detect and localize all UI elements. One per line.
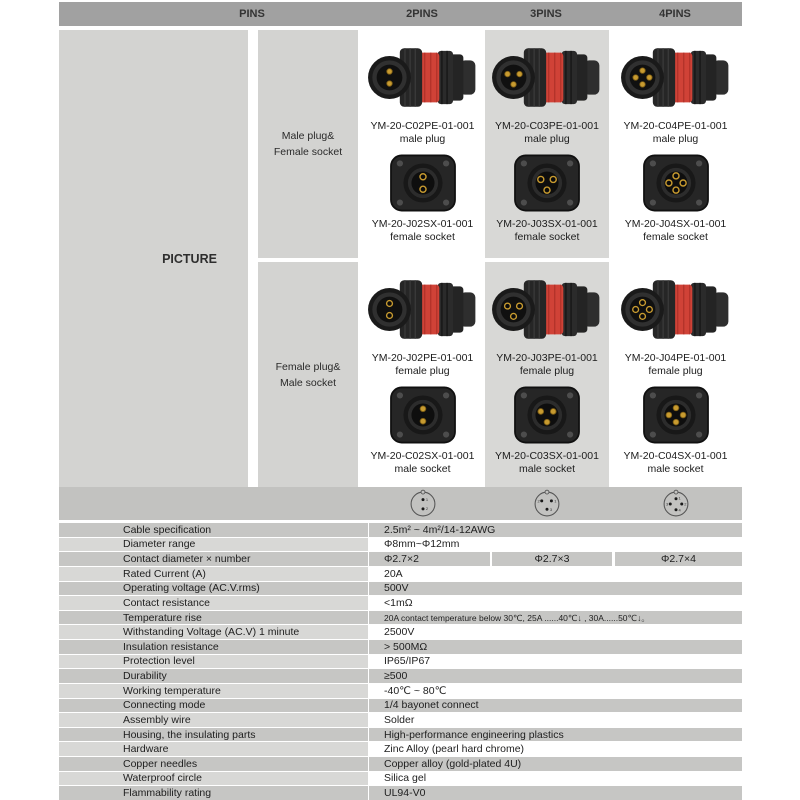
spec-label: Operating voltage (AC.V.rms) — [59, 582, 368, 596]
male-socket-2pin-photo — [380, 383, 466, 447]
spec-row — [59, 611, 742, 625]
part-type: male socket — [647, 463, 704, 475]
part-number: YM-20-C03SX-01-001 — [495, 450, 599, 462]
spec-value: 1/4 bayonet connect — [369, 699, 742, 713]
spec-row — [59, 699, 742, 713]
row-label-line: Female plug& — [275, 360, 341, 373]
spec-label: Hardware — [59, 742, 368, 756]
spec-value: <1mΩ — [369, 596, 742, 610]
part-number: YM-20-J02SX-01-001 — [371, 218, 474, 230]
spec-row — [59, 786, 742, 800]
part-type: male socket — [518, 463, 576, 475]
spec-value: Solder — [369, 713, 742, 727]
spec-value: 2.5m² ~ 4m²/14-12AWG — [369, 523, 742, 537]
spec-row — [59, 742, 742, 756]
part-number: YM-20-J03PE-01-001 — [496, 352, 598, 364]
row-label-line: Male socket — [279, 376, 337, 389]
spec-label: Contact resistance — [59, 596, 368, 610]
spec-row — [59, 757, 742, 771]
spec-value: 2500V — [369, 625, 742, 639]
spec-label: Connecting mode — [59, 699, 368, 713]
spec-value: 20A — [369, 567, 742, 581]
row-label-female-plug-male-socket — [258, 262, 358, 487]
part-number: YM-20-C04SX-01-001 — [623, 450, 728, 462]
female-plug-3pin-photo — [491, 270, 603, 349]
row-label-male-plug-female-socket — [258, 30, 358, 258]
svg-text:3: 3 — [665, 501, 669, 507]
part-number: YM-20-C02PE-01-001 — [370, 120, 475, 132]
part-number: YM-20-J03SX-01-001 — [496, 218, 598, 230]
header-3pins: 3PINS — [530, 8, 562, 20]
product-cell-2pin-female-plug — [360, 262, 485, 487]
part-type: female plug — [395, 365, 450, 377]
part-type: male socket — [394, 463, 451, 475]
spec-label: Copper needles — [59, 757, 368, 771]
part-type: female socket — [643, 231, 708, 243]
pin-layout-band — [59, 487, 742, 520]
spec-value: Φ8mm~Φ12mm — [369, 538, 742, 552]
spec-label: Flammability rating — [59, 786, 368, 800]
picture-column-header — [59, 30, 248, 487]
spec-value: ≥500 — [369, 669, 742, 683]
spec-value: UL94-V0 — [369, 786, 742, 800]
spec-row — [59, 772, 742, 786]
svg-text:4: 4 — [678, 507, 681, 513]
spec-label: Durability — [59, 669, 368, 683]
male-plug-2pin-photo — [367, 38, 479, 117]
product-cell-4pin-male-plug — [609, 30, 742, 258]
female-plug-4pin-photo — [620, 270, 732, 349]
part-type: female plug — [648, 365, 703, 377]
pin-diagram-2pin-icon — [408, 489, 438, 519]
row-label-line: Female socket — [273, 146, 343, 158]
spec-value: Copper alloy (gold-plated 4U) — [369, 757, 742, 771]
spec-row — [59, 728, 742, 742]
female-plug-2pin-photo — [367, 270, 479, 349]
header-4pins: 4PINS — [659, 8, 691, 20]
picture-label: PICTURE — [162, 251, 217, 266]
pins-header-row — [59, 2, 742, 26]
spec-value-3pin: Φ2.7×3 — [492, 552, 612, 566]
part-type: male plug — [652, 133, 699, 145]
svg-text:2: 2 — [425, 506, 429, 512]
spec-row-contact-diameter — [59, 552, 742, 566]
spec-row — [59, 640, 742, 654]
part-number: YM-20-J04PE-01-001 — [624, 352, 727, 364]
svg-text:2: 2 — [537, 498, 540, 504]
spec-value: > 500MΩ — [369, 640, 742, 654]
header-pins: PINS — [239, 8, 265, 20]
male-plug-4pin-photo — [620, 38, 732, 117]
part-type: female socket — [390, 231, 455, 243]
spec-value: IP65/IP67 — [369, 655, 742, 669]
female-socket-2pin-photo — [380, 151, 466, 215]
spec-row — [59, 596, 742, 610]
male-socket-4pin-photo — [633, 383, 719, 447]
spec-row — [59, 713, 742, 727]
male-socket-3pin-photo — [504, 383, 590, 447]
part-number: YM-20-C02SX-01-001 — [370, 450, 475, 462]
header-2pins: 2PINS — [406, 8, 438, 20]
spec-table — [59, 523, 742, 800]
spec-row — [59, 625, 742, 639]
female-socket-4pin-photo — [633, 151, 719, 215]
spec-label: Temperature rise — [59, 611, 368, 625]
svg-text:1: 1 — [425, 496, 429, 502]
spec-label: Insulation resistance — [59, 640, 368, 654]
spec-label: Protection level — [59, 655, 368, 669]
picture-section — [59, 30, 742, 487]
part-number: YM-20-J02PE-01-001 — [371, 352, 474, 364]
spec-value-4pin: Φ2.7×4 — [615, 552, 742, 566]
female-socket-3pin-photo — [504, 151, 590, 215]
spec-value: High-performance engineering plastics — [369, 728, 742, 742]
svg-text:1: 1 — [554, 498, 557, 504]
spec-value-2pin: Φ2.7×2 — [369, 552, 490, 566]
spec-label: Assembly wire — [59, 713, 368, 727]
spec-row — [59, 538, 742, 552]
svg-text:2: 2 — [684, 501, 687, 507]
spec-value: Silica gel — [369, 772, 742, 786]
spec-row — [59, 684, 742, 698]
spec-label: Working temperature — [59, 684, 368, 698]
part-type: female socket — [514, 231, 580, 243]
spec-label: Rated Current (A) — [59, 567, 368, 581]
spec-value: Zinc Alloy (pearl hard chrome) — [369, 742, 742, 756]
row-label-line: Male plug& — [281, 130, 335, 142]
part-number: YM-20-C04PE-01-001 — [623, 120, 728, 132]
product-cell-3pin-female-plug — [485, 262, 609, 487]
part-type: male plug — [399, 133, 446, 145]
spec-row — [59, 567, 742, 581]
spec-label: Withstanding Voltage (AC.V) 1 minute — [59, 625, 368, 639]
spec-row — [59, 669, 742, 683]
spec-label: Housing, the insulating parts — [59, 728, 368, 742]
spec-row — [59, 582, 742, 596]
part-number: YM-20-J04SX-01-001 — [624, 218, 727, 230]
product-cell-3pin-male-plug — [485, 30, 609, 258]
pin-diagram-3pin-icon — [532, 489, 562, 519]
product-cell-4pin-female-plug — [609, 262, 742, 487]
svg-text:1: 1 — [678, 495, 681, 501]
spec-value: 500V — [369, 582, 742, 596]
spec-row — [59, 523, 742, 537]
product-cell-2pin-male-plug — [360, 30, 485, 258]
spec-label: Cable specification — [59, 523, 368, 537]
spec-label: Diameter range — [59, 538, 368, 552]
spec-value: -40℃ ~ 80℃ — [369, 684, 742, 698]
spec-row — [59, 655, 742, 669]
spec-label: Contact diameter × number — [59, 552, 368, 566]
part-type: female plug — [519, 365, 575, 377]
part-number: YM-20-C03PE-01-001 — [495, 120, 599, 132]
spec-label: Waterproof circle — [59, 772, 368, 786]
pin-diagram-4pin-icon — [661, 489, 691, 519]
svg-text:3: 3 — [549, 506, 553, 512]
male-plug-3pin-photo — [491, 38, 603, 117]
part-type: male plug — [524, 133, 570, 145]
spec-value: 20A contact temperature below 30℃, 25A ......40℃↓ , 30A......50℃↓。 — [369, 611, 742, 625]
